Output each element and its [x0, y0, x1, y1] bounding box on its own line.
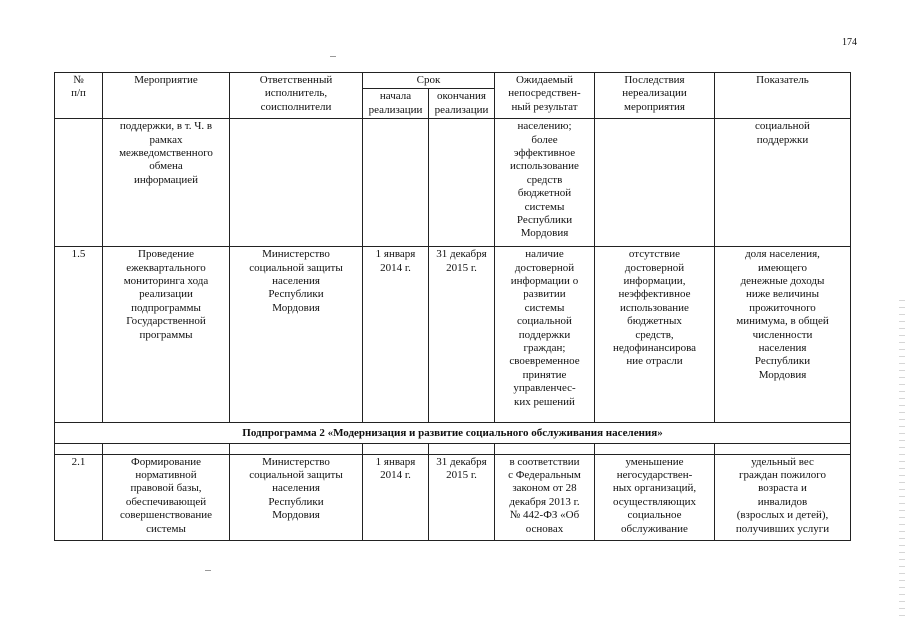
cell-measure: Формирование нормативной правовой базы, обеспечивающей совершенствование системы: [103, 454, 230, 540]
cell-num: [55, 119, 103, 247]
table-row: [55, 454, 851, 540]
cell-end: [429, 119, 495, 247]
cell-end: 31 декабря 2015 г.: [429, 247, 495, 423]
measures-table: [54, 72, 851, 541]
header-term-end: окончания реализации: [429, 89, 495, 119]
spacer-cell: [595, 443, 715, 454]
cell-consequences: отсутствие достоверной информации, неэффективное использование бюджетных средств, недофинансирова ние отрасли: [595, 247, 715, 423]
cell-consequences: уменьшение негосударствен- ных организаций, осуществляющих социальное обслуживание: [595, 454, 715, 540]
header-term: Срок: [363, 73, 495, 89]
cell-start: 1 января 2014 г.: [363, 247, 429, 423]
cell-expected: в соответствии с Федеральным законом от 28 декабря 2013 г. № 442-ФЗ «Об основах: [495, 454, 595, 540]
header-expected: Ожидаемый непосредствен- ный результат: [495, 73, 595, 119]
spacer-cell: [103, 443, 230, 454]
cell-responsible: Министерство социальной защиты населения Республики Мордовия: [230, 454, 363, 540]
spacer-cell: [363, 443, 429, 454]
cell-end: 31 декабря 2015 г.: [429, 454, 495, 540]
header-num: № п/п: [55, 73, 103, 119]
cell-responsible: [230, 119, 363, 247]
header-consequences: Последствия нереализации мероприятия: [595, 73, 715, 119]
scan-mark: [330, 56, 336, 57]
cell-indicator: удельный вес граждан пожилого возраста и инвалидов (взрослых и детей), получивших услуги: [715, 454, 851, 540]
scan-edge-noise: [899, 300, 905, 620]
cell-consequences: [595, 119, 715, 247]
page-number: 174: [842, 37, 857, 48]
spacer-row: [55, 443, 851, 454]
cell-indicator: социальной поддержки: [715, 119, 851, 247]
cell-expected: наличие достоверной информации о развитии системы социальной поддержки граждан; своевременное принятие управленчес- ких решений: [495, 247, 595, 423]
header-indicator: Показатель: [715, 73, 851, 119]
spacer-cell: [715, 443, 851, 454]
cell-expected: населению; более эффективное использование средств бюджетной системы Республики Мордовия: [495, 119, 595, 247]
cell-num: 1.5: [55, 247, 103, 423]
header-responsible: Ответственный исполнитель, соисполнители: [230, 73, 363, 119]
spacer-cell: [495, 443, 595, 454]
cell-responsible: Министерство социальной защиты населения Республики Мордовия: [230, 247, 363, 423]
spacer-cell: [429, 443, 495, 454]
cell-indicator: доля населения, имеющего денежные доходы ниже величины прожиточного минимума, в общей численности населения Республики Мордовия: [715, 247, 851, 423]
header-measure: Мероприятие: [103, 73, 230, 119]
header-row: [55, 73, 851, 89]
subprogram-title: Подпрограмма 2 «Модернизация и развитие социального обслуживания населения»: [55, 423, 851, 443]
cell-start: 1 января 2014 г.: [363, 454, 429, 540]
cell-start: [363, 119, 429, 247]
spacer-cell: [55, 443, 103, 454]
scan-mark: [205, 570, 211, 571]
cell-measure: поддержки, в т. Ч. в рамках межведомственного обмена информацией: [103, 119, 230, 247]
subprogram-row: [55, 423, 851, 443]
table-row: [55, 119, 851, 247]
cell-measure: Проведение ежеквартального мониторинга хода реализации подпрограммы Государственной программы: [103, 247, 230, 423]
spacer-cell: [230, 443, 363, 454]
table-row: [55, 247, 851, 423]
header-term-start: начала реализации: [363, 89, 429, 119]
cell-num: 2.1: [55, 454, 103, 540]
